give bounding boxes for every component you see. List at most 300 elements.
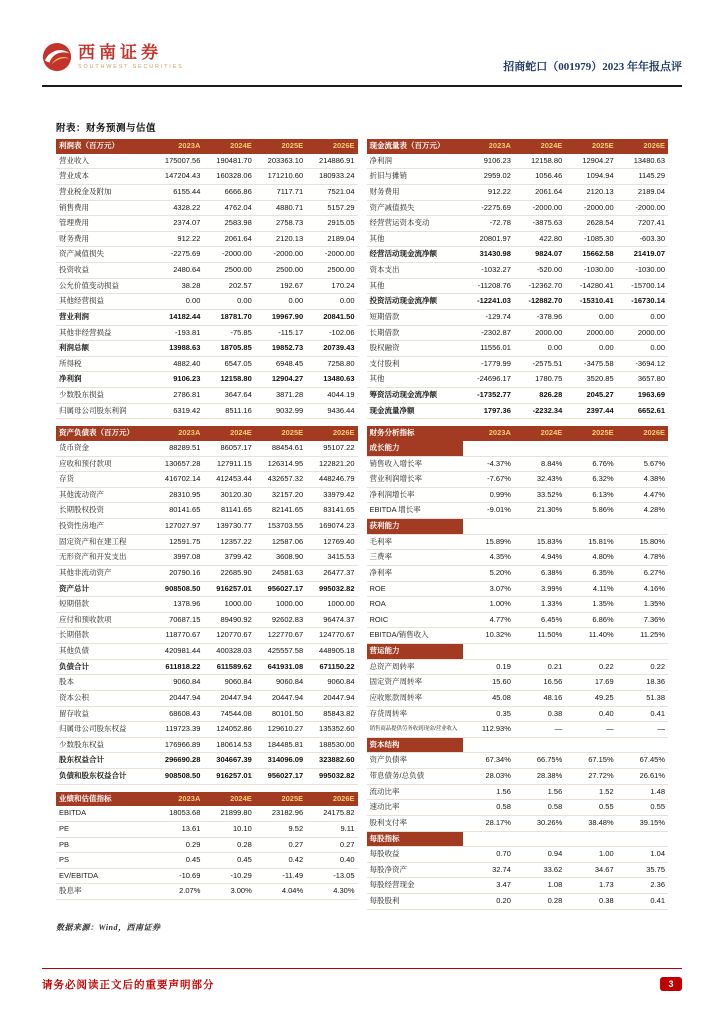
row-value [617,644,668,660]
row-value: 0.42 [255,853,306,869]
row-value: 20841.50 [306,309,357,325]
row-value: 0.58 [463,800,514,816]
table-row [367,294,669,310]
row-value: 203363.10 [255,154,306,169]
row-value: 16.56 [514,675,565,691]
row-value: 4.94% [514,550,565,566]
table-row [56,247,358,263]
row-label: 资本公积 [56,690,152,706]
row-value: 7117.71 [255,184,306,200]
row-label: EV/EBITDA [56,868,152,884]
row-value: -12362.70 [514,278,565,294]
row-value: 916257.01 [203,769,254,785]
row-value: 126314.95 [255,456,306,472]
table-row [56,690,358,706]
row-value: 28310.95 [152,487,203,503]
row-value: 9.11 [306,821,357,837]
row-value: 0.99% [463,487,514,503]
table-row [56,659,358,675]
table-row [367,690,669,706]
row-label: 其他 [367,372,463,388]
row-value: 32.43% [514,472,565,488]
row-label: 获利能力 [367,519,463,535]
row-value: 4880.71 [255,200,306,216]
row-value: 4.28% [617,503,668,519]
row-value: 0.40 [565,706,616,722]
row-label: 每股指标 [367,831,463,847]
row-value: 74544.08 [203,706,254,722]
row-label: 存货周转率 [367,706,463,722]
row-value [565,831,616,847]
table-row [56,388,358,404]
row-value: 28.03% [463,769,514,785]
row-value: 34.67 [565,862,616,878]
row-value: 15.80% [617,534,668,550]
table-row [56,722,358,738]
row-value: 0.41 [617,894,668,910]
row-value: 671150.22 [306,659,357,675]
row-value: 2500.00 [203,263,254,279]
row-value: -75.85 [203,325,254,341]
table-header-row [367,426,669,441]
row-value: 422.80 [514,231,565,247]
row-value: -2000.00 [255,247,306,263]
row-value: 3.99% [514,581,565,597]
row-value: 0.00 [565,341,616,357]
row-value: 96474.37 [306,612,357,628]
row-value: 420981.44 [152,644,203,660]
table-row [56,519,358,535]
row-value: -2000.00 [203,247,254,263]
row-value: 7521.04 [306,184,357,200]
row-value: 2189.04 [617,184,668,200]
row-value: 180933.24 [306,169,357,185]
footer-disclaimer: 请务必阅读正文后的重要声明部分 [42,980,215,991]
row-label: 股本 [56,675,152,691]
row-label: EBITDA/销售收入 [367,628,463,644]
right-table-column [367,139,669,917]
table-header-row [56,139,358,154]
row-label: 其他非经营损益 [56,325,152,341]
table-row [56,216,358,232]
row-value: 32.74 [463,862,514,878]
table-row [367,769,669,785]
row-value: 4.38% [617,472,668,488]
row-value: 15.83% [514,534,565,550]
row-value: 12587.06 [255,534,306,550]
table-row [56,837,358,853]
row-value: 314096.09 [255,753,306,769]
row-value: 908508.50 [152,581,203,597]
row-label: 应收和预付款项 [56,456,152,472]
row-value: -16730.14 [617,294,668,310]
row-value: 6666.86 [203,184,254,200]
row-value: 0.40 [306,853,357,869]
row-label: 固定资产周转率 [367,675,463,691]
row-value: -12882.70 [514,294,565,310]
row-value: -2275.69 [463,200,514,216]
row-value: -378.96 [514,309,565,325]
table-row [367,847,669,863]
row-value: 323882.60 [306,753,357,769]
row-value [514,737,565,753]
table-row [56,769,358,785]
row-value: 9060.84 [203,675,254,691]
row-value: 26.61% [617,769,668,785]
row-value: 1378.96 [152,597,203,613]
row-value: 135352.60 [306,722,357,738]
row-value: 4.35% [463,550,514,566]
row-value: 0.41 [617,706,668,722]
row-label: 股利支付率 [367,815,463,831]
row-value: 28.17% [463,815,514,831]
table-row [367,659,669,675]
row-value: 85843.82 [306,706,357,722]
row-value: 6948.45 [255,356,306,372]
row-value: 15.60 [463,675,514,691]
row-value: -2575.51 [514,356,565,372]
row-value: 23182.96 [255,806,306,821]
table-row [56,309,358,325]
row-value [617,441,668,456]
row-value: 48.16 [514,690,565,706]
row-value: 9106.23 [152,372,203,388]
row-value: 448246.79 [306,472,357,488]
row-value [617,737,668,753]
row-value [514,441,565,456]
row-value: 400328.03 [203,644,254,660]
row-value: 4.78% [617,550,668,566]
row-value: 24581.63 [255,565,306,581]
row-value: 4328.22 [152,200,203,216]
row-value: 2061.64 [203,231,254,247]
row-value: 67.15% [565,753,616,769]
row-value: 0.00 [255,294,306,310]
row-value: 1056.46 [514,169,565,185]
row-value: -2232.34 [514,403,565,419]
row-value: 139730.77 [203,519,254,535]
row-value [463,644,514,660]
row-label: 应收账款周转率 [367,690,463,706]
row-value: 0.27 [255,837,306,853]
row-value: 3608.90 [255,550,306,566]
row-value: 995032.82 [306,581,357,597]
row-value: 8511.16 [203,403,254,419]
row-label: 货币资金 [56,441,152,456]
row-label: 营业利润增长率 [367,472,463,488]
row-value: 17.69 [565,675,616,691]
row-value: 9060.84 [152,675,203,691]
row-label: 成长能力 [367,441,463,456]
table-row [56,597,358,613]
table-row [367,247,669,263]
table-row [367,706,669,722]
table-row [367,263,669,279]
brand-name: 西南证券 [78,43,162,63]
row-value: 32157.20 [255,487,306,503]
row-value [565,644,616,660]
footer-divider [42,968,682,969]
table-row [367,184,669,200]
year-column-header: 2023A [152,139,203,154]
row-value: 432657.32 [255,472,306,488]
row-value: 425557.58 [255,644,306,660]
row-value: 0.28 [514,894,565,910]
table-row [56,294,358,310]
row-value: 4.04% [255,884,306,900]
row-value: 2959.02 [463,169,514,185]
row-value: 20447.94 [203,690,254,706]
row-value [565,737,616,753]
row-value: 3.07% [463,581,514,597]
table-title: 资产负债表（百万元） [56,426,152,441]
row-value: 1.56 [514,784,565,800]
year-column-header: 2026E [617,426,668,441]
row-value: 2500.00 [255,263,306,279]
row-label: 其他流动资产 [56,487,152,503]
row-value: 38.28 [152,278,203,294]
row-value: 1.00 [565,847,616,863]
year-column-header: 2023A [152,792,203,807]
row-value [463,831,514,847]
row-value: -9.01% [463,503,514,519]
row-value: 130657.28 [152,456,203,472]
row-value: 5157.29 [306,200,357,216]
row-value: 641931.08 [255,659,306,675]
row-label: 净利率 [367,565,463,581]
row-value: -7.67% [463,472,514,488]
table-row [56,644,358,660]
row-label: 归属母公司股东利润 [56,403,152,419]
row-value: -15700.14 [617,278,668,294]
row-value: 6.45% [514,612,565,628]
table-row [367,581,669,597]
row-label: 财务费用 [367,184,463,200]
row-value: -2302.87 [463,325,514,341]
row-value: 1.48 [617,784,668,800]
year-column-header: 2026E [306,426,357,441]
row-label: 管理费用 [56,216,152,232]
row-label: 负债和股东权益合计 [56,769,152,785]
row-value: 67.34% [463,753,514,769]
financial-table [56,792,358,900]
row-value: 3415.53 [306,550,357,566]
row-value: 22685.90 [203,565,254,581]
table-row [367,200,669,216]
table-row [56,675,358,691]
row-value: 0.29 [152,837,203,853]
left-table-column [56,139,358,907]
row-value: -3475.58 [565,356,616,372]
brand-subtitle: SOUTHWEST SECURITIES [78,63,184,70]
table-row [367,675,669,691]
row-value: 11.40% [565,628,616,644]
table-row [56,737,358,753]
row-value: 416702.14 [152,472,203,488]
table-row [56,403,358,419]
row-label: 支付股利 [367,356,463,372]
row-value: 20447.94 [255,690,306,706]
table-row [56,753,358,769]
year-column-header: 2023A [152,426,203,441]
row-value: 9436.44 [306,403,357,419]
row-value: 67.45% [617,753,668,769]
row-value: -10.69 [152,868,203,884]
financial-table [56,139,358,419]
table-row [56,184,358,200]
row-label: 带息债务/总负债 [367,769,463,785]
row-value: -11.49 [255,868,306,884]
row-value: 0.00 [565,309,616,325]
row-label: ROIC [367,612,463,628]
row-value: 12357.22 [203,534,254,550]
row-value: 10.10 [203,821,254,837]
table-row [367,487,669,503]
table-row [367,815,669,831]
row-value: -129.74 [463,309,514,325]
row-label: 财务费用 [56,231,152,247]
row-value: 2045.27 [565,388,616,404]
table-title: 利润表（百万元） [56,139,152,154]
row-value: 2758.73 [255,216,306,232]
row-value: -2000.00 [306,247,357,263]
row-value: 7.36% [617,612,668,628]
row-value: 18781.70 [203,309,254,325]
table-row [56,884,358,900]
table-row [367,154,669,169]
row-value: 4762.04 [203,200,254,216]
row-label: 股权融资 [367,341,463,357]
row-value: 0.00 [514,341,565,357]
row-value: -15310.41 [565,294,616,310]
table-row [367,456,669,472]
row-value: 12904.27 [255,372,306,388]
row-value: 0.22 [565,659,616,675]
row-value: 2000.00 [565,325,616,341]
row-value [617,519,668,535]
row-value: 2915.05 [306,216,357,232]
row-value: 1797.36 [463,403,514,419]
row-value: 908508.50 [152,769,203,785]
page-header [42,42,682,87]
row-value: -17352.77 [463,388,514,404]
row-value: 127027.97 [152,519,203,535]
row-value: 11.25% [617,628,668,644]
row-value: 0.55 [565,800,616,816]
row-value: 1.35% [617,597,668,613]
row-value: 15.81% [565,534,616,550]
row-value: 20790.16 [152,565,203,581]
table-row [56,534,358,550]
row-value: 1000.00 [203,597,254,613]
section-row [367,737,669,753]
row-value [617,831,668,847]
row-label: PE [56,821,152,837]
table-row [367,169,669,185]
row-value: 169074.23 [306,519,357,535]
table-header-row [367,139,669,154]
table-row [56,503,358,519]
row-value: 0.45 [203,853,254,869]
table-row [367,862,669,878]
row-value: 13988.63 [152,341,203,357]
table-title: 业绩和估值指标 [56,792,152,807]
row-label: 资本结构 [367,737,463,753]
row-label: 其他 [367,278,463,294]
row-value: 119723.39 [152,722,203,738]
table-row [367,550,669,566]
year-column-header: 2025E [255,792,306,807]
row-value: 0.00 [617,341,668,357]
row-value: 611818.22 [152,659,203,675]
row-value: 83141.65 [306,503,357,519]
row-value: 81141.65 [203,503,254,519]
row-value: 129610.27 [255,722,306,738]
row-value: 1.08 [514,878,565,894]
row-value: 19967.90 [255,309,306,325]
row-label: PB [56,837,152,853]
row-value: 2480.64 [152,263,203,279]
row-value: -193.81 [152,325,203,341]
brand [42,42,184,72]
row-value: 33979.42 [306,487,357,503]
row-value: 296690.28 [152,753,203,769]
row-value: 3799.42 [203,550,254,566]
row-value: 0.35 [463,706,514,722]
row-value: 2628.54 [565,216,616,232]
row-value: 6.86% [565,612,616,628]
row-value: 6547.05 [203,356,254,372]
row-value: 0.45 [152,853,203,869]
row-value: 0.19 [463,659,514,675]
row-label: 现金流量净额 [367,403,463,419]
row-value: 70687.15 [152,612,203,628]
row-value: -2000.00 [514,200,565,216]
row-value: 88454.61 [255,441,306,456]
row-value: 86057.17 [203,441,254,456]
row-value: 4.30% [306,884,357,900]
row-value: 0.21 [514,659,565,675]
row-value: 27.72% [565,769,616,785]
table-row [367,472,669,488]
row-label: 每股净资产 [367,862,463,878]
row-value: 1780.75 [514,372,565,388]
row-label: 营业成本 [56,169,152,185]
row-value: 13480.63 [306,372,357,388]
row-label: 每股收益 [367,847,463,863]
row-value: 1.73 [565,878,616,894]
row-value: 3997.08 [152,550,203,566]
brand-text [78,44,184,70]
row-label: 净利润 [56,372,152,388]
data-source-note: 数据来源：Wind，西南证券 [56,922,161,932]
section-row [367,644,669,660]
row-label: 投资性房地产 [56,519,152,535]
row-value: 214886.91 [306,154,357,169]
row-value: — [565,722,616,738]
financial-table [367,139,669,419]
row-label: 营业利润 [56,309,152,325]
table-row [56,278,358,294]
row-value: 12591.75 [152,534,203,550]
row-value: 916257.01 [203,581,254,597]
row-label: 营运能力 [367,644,463,660]
row-label: 应付和预收款项 [56,612,152,628]
row-value: 2061.64 [514,184,565,200]
table-row [56,231,358,247]
row-value [514,519,565,535]
row-value: 24175.82 [306,806,357,821]
